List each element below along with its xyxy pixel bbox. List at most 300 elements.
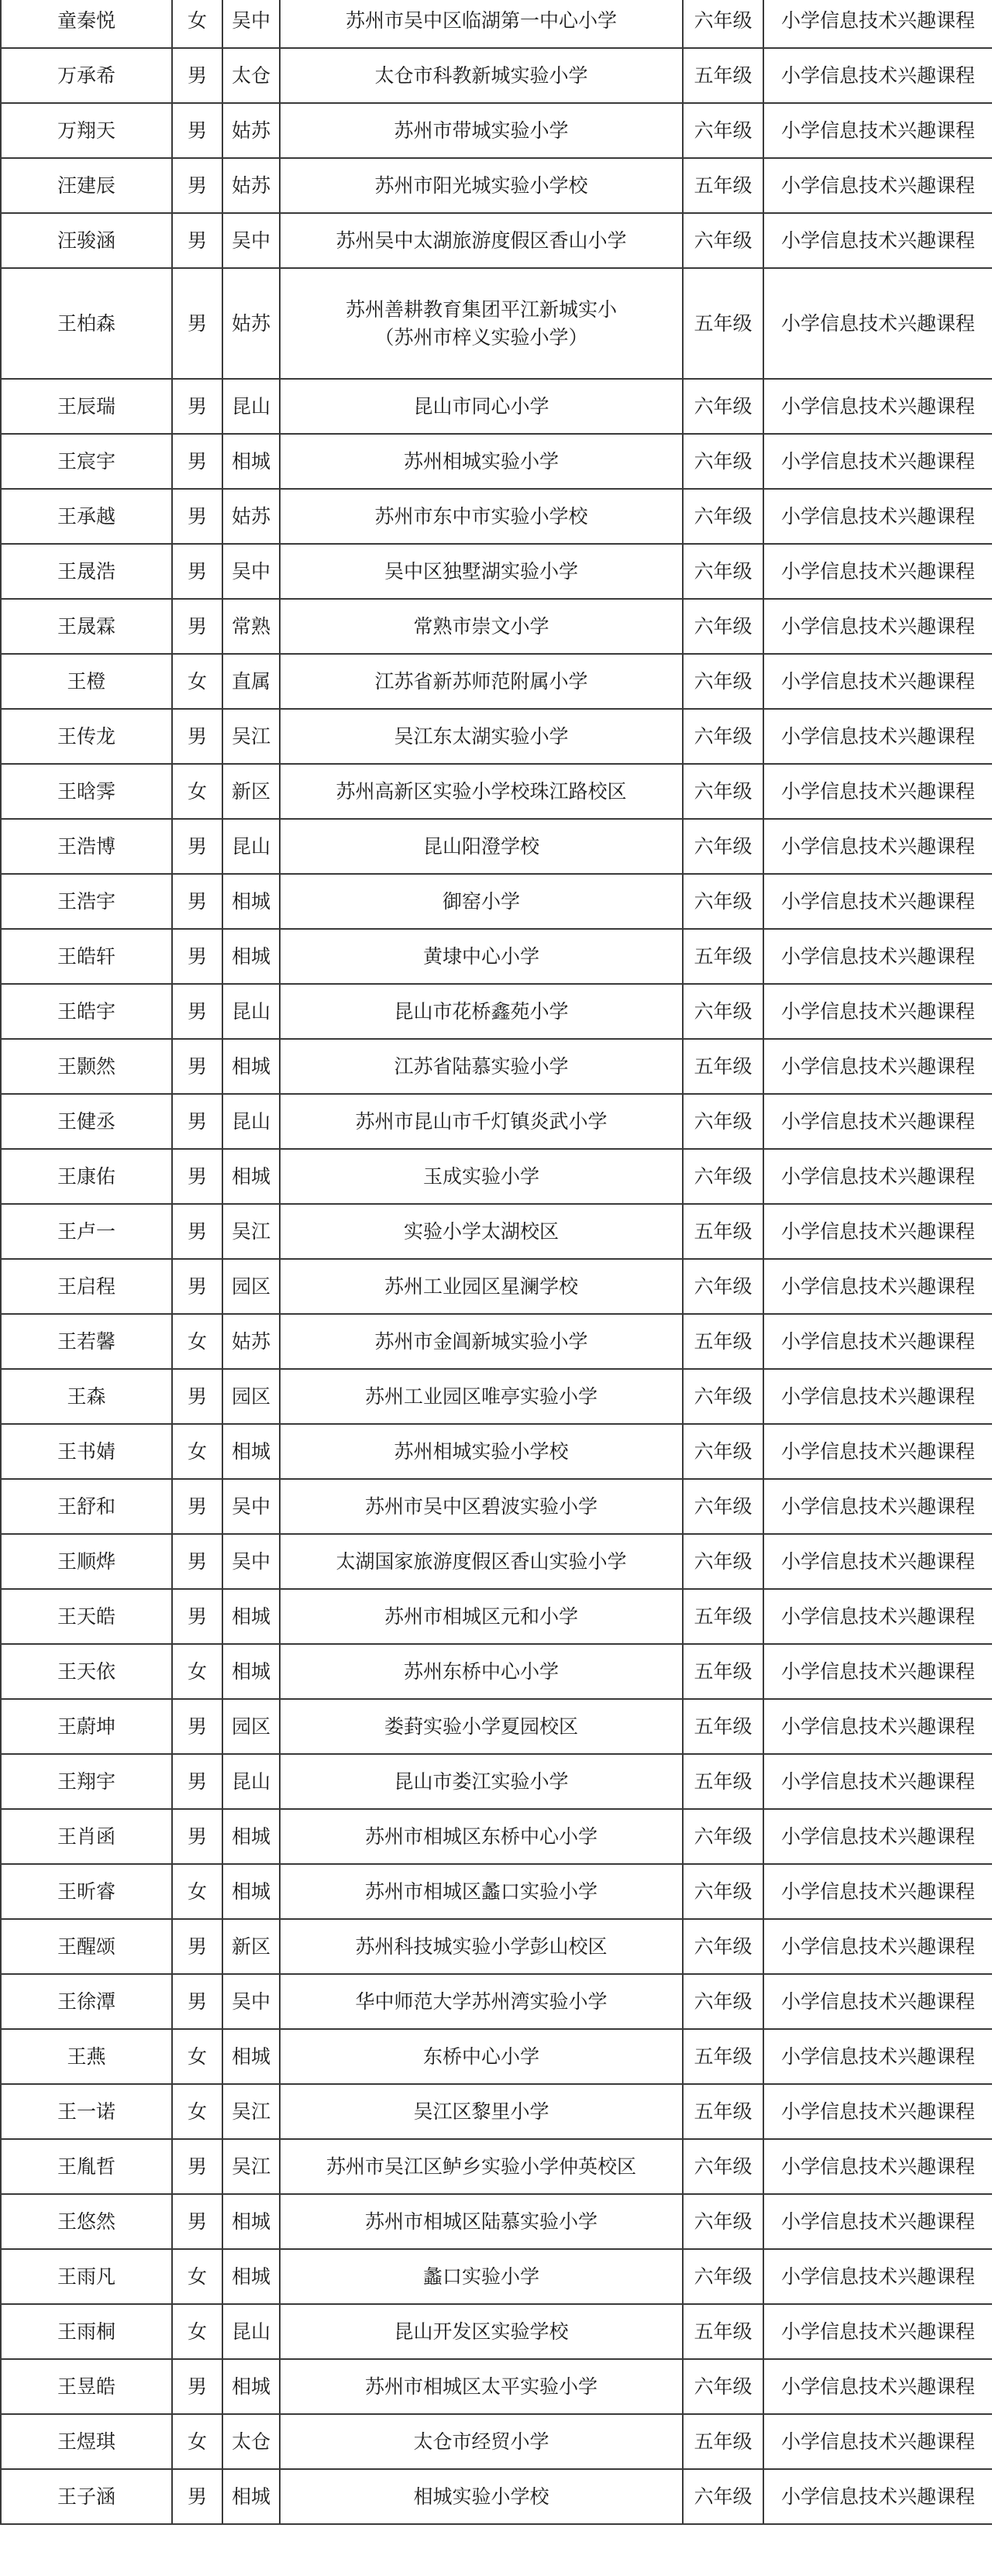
- table-row: [1, 0, 992, 48]
- table-row: [1, 1699, 992, 1754]
- school-cell: 苏州市相城区陆慕实验小学: [280, 2194, 683, 2249]
- student-name-cell: 王胤哲: [1, 2139, 172, 2194]
- gender-cell: 男: [172, 434, 222, 489]
- district-cell: 吴中: [222, 1974, 280, 2029]
- student-name-cell: 王承越: [1, 489, 172, 544]
- district-cell: 吴中: [222, 213, 280, 268]
- district-cell: 相城: [222, 2194, 280, 2249]
- course-cell: 小学信息技术兴趣课程: [763, 929, 992, 984]
- course-cell: 小学信息技术兴趣课程: [763, 2194, 992, 2249]
- student-name-cell: 王橙: [1, 654, 172, 709]
- school-cell: 苏州市阳光城实验小学校: [280, 158, 683, 213]
- school-cell: 昆山市娄江实验小学: [280, 1754, 683, 1809]
- gender-cell: 男: [172, 1589, 222, 1644]
- gender-cell: 女: [172, 2029, 222, 2084]
- district-cell: 姑苏: [222, 1314, 280, 1369]
- school-cell: 昆山市同心小学: [280, 379, 683, 434]
- district-cell: 相城: [222, 434, 280, 489]
- course-cell: 小学信息技术兴趣课程: [763, 2249, 992, 2304]
- table-row: [1, 103, 992, 158]
- gender-cell: 男: [172, 1039, 222, 1094]
- gender-cell: 男: [172, 929, 222, 984]
- school-cell: 太仓市经贸小学: [280, 2414, 683, 2469]
- grade-cell: 五年级: [683, 2029, 763, 2084]
- district-cell: 吴江: [222, 1204, 280, 1259]
- district-cell: 相城: [222, 1644, 280, 1699]
- district-cell: 相城: [222, 1039, 280, 1094]
- table-row: [1, 1424, 992, 1479]
- student-name-cell: 王子涵: [1, 2469, 172, 2524]
- table-row: [1, 1204, 992, 1259]
- district-cell: 新区: [222, 764, 280, 819]
- grade-cell: 五年级: [683, 929, 763, 984]
- grade-cell: 六年级: [683, 1864, 763, 1919]
- school-cell: 蠡口实验小学: [280, 2249, 683, 2304]
- grade-cell: 六年级: [683, 379, 763, 434]
- table-row: [1, 2084, 992, 2139]
- student-name-cell: 汪骏涵: [1, 213, 172, 268]
- grade-cell: 五年级: [683, 158, 763, 213]
- student-name-cell: 王森: [1, 1369, 172, 1424]
- gender-cell: 女: [172, 1864, 222, 1919]
- course-cell: 小学信息技术兴趣课程: [763, 158, 992, 213]
- course-cell: 小学信息技术兴趣课程: [763, 1864, 992, 1919]
- course-cell: 小学信息技术兴趣课程: [763, 379, 992, 434]
- student-name-cell: 王肖函: [1, 1809, 172, 1864]
- student-name-cell: 王书婧: [1, 1424, 172, 1479]
- course-cell: 小学信息技术兴趣课程: [763, 764, 992, 819]
- gender-cell: 女: [172, 1644, 222, 1699]
- table-row: [1, 2359, 992, 2414]
- grade-cell: 六年级: [683, 1369, 763, 1424]
- school-cell: 吴江东太湖实验小学: [280, 709, 683, 764]
- school-cell: 苏州相城实验小学: [280, 434, 683, 489]
- course-cell: 小学信息技术兴趣课程: [763, 48, 992, 103]
- gender-cell: 女: [172, 1314, 222, 1369]
- course-cell: 小学信息技术兴趣课程: [763, 1644, 992, 1699]
- school-cell: 太湖国家旅游度假区香山实验小学: [280, 1534, 683, 1589]
- district-cell: 吴中: [222, 544, 280, 599]
- student-name-cell: 王晟霖: [1, 599, 172, 654]
- table-row: [1, 213, 992, 268]
- district-cell: 园区: [222, 1699, 280, 1754]
- student-name-cell: 王雨桐: [1, 2304, 172, 2359]
- school-cell: 苏州市昆山市千灯镇炎武小学: [280, 1094, 683, 1149]
- table-row: [1, 1974, 992, 2029]
- school-cell: [280, 268, 683, 379]
- student-name-cell: 王昱皓: [1, 2359, 172, 2414]
- school-cell: 昆山市花桥鑫苑小学: [280, 984, 683, 1039]
- grade-cell: 六年级: [683, 709, 763, 764]
- school-cell: 吴江区黎里小学: [280, 2084, 683, 2139]
- grade-cell: 五年级: [683, 268, 763, 379]
- student-name-cell: 万承希: [1, 48, 172, 103]
- table-row: [1, 1644, 992, 1699]
- student-name-cell: 王辰瑞: [1, 379, 172, 434]
- course-cell: 小学信息技术兴趣课程: [763, 1479, 992, 1534]
- gender-cell: 女: [172, 1424, 222, 1479]
- gender-cell: 女: [172, 2304, 222, 2359]
- grade-cell: 六年级: [683, 2249, 763, 2304]
- grade-cell: 六年级: [683, 213, 763, 268]
- gender-cell: 男: [172, 544, 222, 599]
- student-name-cell: 王宸宇: [1, 434, 172, 489]
- grade-cell: 六年级: [683, 489, 763, 544]
- course-cell: 小学信息技术兴趣课程: [763, 2469, 992, 2524]
- school-cell: 苏州吴中太湖旅游度假区香山小学: [280, 213, 683, 268]
- gender-cell: 男: [172, 1809, 222, 1864]
- district-cell: 吴江: [222, 2139, 280, 2194]
- grade-cell: 六年级: [683, 1424, 763, 1479]
- school-cell: 吴中区独墅湖实验小学: [280, 544, 683, 599]
- course-cell: 小学信息技术兴趣课程: [763, 709, 992, 764]
- district-cell: 吴中: [222, 1479, 280, 1534]
- district-cell: 吴中: [222, 0, 280, 48]
- student-name-cell: 王卢一: [1, 1204, 172, 1259]
- district-cell: 昆山: [222, 2304, 280, 2359]
- grade-cell: 六年级: [683, 434, 763, 489]
- district-cell: 相城: [222, 874, 280, 929]
- table-row: [1, 2194, 992, 2249]
- district-cell: 昆山: [222, 1094, 280, 1149]
- grade-cell: 六年级: [683, 1149, 763, 1204]
- district-cell: 姑苏: [222, 268, 280, 379]
- gender-cell: 男: [172, 1369, 222, 1424]
- gender-cell: 男: [172, 2359, 222, 2414]
- gender-cell: 男: [172, 2194, 222, 2249]
- gender-cell: 男: [172, 1149, 222, 1204]
- student-name-cell: 王康佑: [1, 1149, 172, 1204]
- table-row: [1, 819, 992, 874]
- gender-cell: 男: [172, 709, 222, 764]
- course-cell: 小学信息技术兴趣课程: [763, 2084, 992, 2139]
- district-cell: 相城: [222, 1424, 280, 1479]
- roster-body: [1, 0, 992, 2524]
- course-cell: 小学信息技术兴趣课程: [763, 1369, 992, 1424]
- grade-cell: 六年级: [683, 2469, 763, 2524]
- student-name-cell: 王柏森: [1, 268, 172, 379]
- grade-cell: 六年级: [683, 874, 763, 929]
- school-cell: 玉成实验小学: [280, 1149, 683, 1204]
- school-cell: 苏州东桥中心小学: [280, 1644, 683, 1699]
- grade-cell: 五年级: [683, 1644, 763, 1699]
- gender-cell: 女: [172, 654, 222, 709]
- course-cell: 小学信息技术兴趣课程: [763, 1259, 992, 1314]
- district-cell: 相城: [222, 2029, 280, 2084]
- course-cell: 小学信息技术兴趣课程: [763, 1754, 992, 1809]
- gender-cell: 男: [172, 1094, 222, 1149]
- grade-cell: 六年级: [683, 1534, 763, 1589]
- grade-cell: 六年级: [683, 1094, 763, 1149]
- table-row: [1, 158, 992, 213]
- table-row: [1, 1369, 992, 1424]
- district-cell: 昆山: [222, 379, 280, 434]
- district-cell: 相城: [222, 1149, 280, 1204]
- grade-cell: 六年级: [683, 984, 763, 1039]
- table-row: [1, 1864, 992, 1919]
- course-cell: 小学信息技术兴趣课程: [763, 2029, 992, 2084]
- student-name-cell: 王舒和: [1, 1479, 172, 1534]
- school-cell: 东桥中心小学: [280, 2029, 683, 2084]
- district-cell: 姑苏: [222, 103, 280, 158]
- course-cell: 小学信息技术兴趣课程: [763, 2359, 992, 2414]
- district-cell: 新区: [222, 1919, 280, 1974]
- table-row: [1, 984, 992, 1039]
- table-row: [1, 1919, 992, 1974]
- grade-cell: 六年级: [683, 599, 763, 654]
- course-cell: 小学信息技术兴趣课程: [763, 544, 992, 599]
- district-cell: 姑苏: [222, 158, 280, 213]
- school-line: 苏州善耕教育集团平江新城实小: [345, 297, 617, 321]
- student-name-cell: 王健丞: [1, 1094, 172, 1149]
- course-cell: 小学信息技术兴趣课程: [763, 1589, 992, 1644]
- grade-cell: 六年级: [683, 819, 763, 874]
- school-cell: 昆山开发区实验学校: [280, 2304, 683, 2359]
- gender-cell: 男: [172, 819, 222, 874]
- grade-cell: 六年级: [683, 0, 763, 48]
- table-row: [1, 1314, 992, 1369]
- school-cell: 昆山阳澄学校: [280, 819, 683, 874]
- table-row: [1, 489, 992, 544]
- table-row: [1, 268, 992, 379]
- course-cell: 小学信息技术兴趣课程: [763, 1039, 992, 1094]
- student-name-cell: 王若馨: [1, 1314, 172, 1369]
- student-name-cell: 王颢然: [1, 1039, 172, 1094]
- course-cell: 小学信息技术兴趣课程: [763, 874, 992, 929]
- gender-cell: 男: [172, 489, 222, 544]
- school-cell: 苏州工业园区星澜学校: [280, 1259, 683, 1314]
- table-row: [1, 1809, 992, 1864]
- school-cell: 苏州市金阊新城实验小学: [280, 1314, 683, 1369]
- student-name-cell: 王晟浩: [1, 544, 172, 599]
- school-cell: 苏州市相城区东桥中心小学: [280, 1809, 683, 1864]
- student-name-cell: 王传龙: [1, 709, 172, 764]
- school-cell: 苏州市相城区元和小学: [280, 1589, 683, 1644]
- school-cell: 江苏省陆慕实验小学: [280, 1039, 683, 1094]
- student-name-cell: 王昕睿: [1, 1864, 172, 1919]
- grade-cell: 六年级: [683, 764, 763, 819]
- course-cell: 小学信息技术兴趣课程: [763, 819, 992, 874]
- district-cell: 相城: [222, 2359, 280, 2414]
- grade-cell: 六年级: [683, 1974, 763, 2029]
- gender-cell: 男: [172, 1479, 222, 1534]
- school-cell: 苏州科技城实验小学彭山校区: [280, 1919, 683, 1974]
- student-name-cell: 王浩宇: [1, 874, 172, 929]
- district-cell: 昆山: [222, 819, 280, 874]
- student-name-cell: 王徐潭: [1, 1974, 172, 2029]
- grade-cell: 五年级: [683, 48, 763, 103]
- gender-cell: 男: [172, 2139, 222, 2194]
- student-name-cell: 王蔚坤: [1, 1699, 172, 1754]
- table-row: [1, 2249, 992, 2304]
- gender-cell: 男: [172, 1534, 222, 1589]
- district-cell: 吴江: [222, 709, 280, 764]
- district-cell: 相城: [222, 929, 280, 984]
- district-cell: 园区: [222, 1369, 280, 1424]
- grade-cell: 六年级: [683, 103, 763, 158]
- course-cell: 小学信息技术兴趣课程: [763, 984, 992, 1039]
- school-cell: 太仓市科教新城实验小学: [280, 48, 683, 103]
- gender-cell: 女: [172, 2414, 222, 2469]
- table-row: [1, 2414, 992, 2469]
- district-cell: 太仓: [222, 48, 280, 103]
- school-cell: 江苏省新苏师范附属小学: [280, 654, 683, 709]
- course-cell: 小学信息技术兴趣课程: [763, 1699, 992, 1754]
- student-name-cell: 王雨凡: [1, 2249, 172, 2304]
- school-cell: 黄埭中心小学: [280, 929, 683, 984]
- grade-cell: 五年级: [683, 2304, 763, 2359]
- district-cell: 相城: [222, 1809, 280, 1864]
- table-row: [1, 1259, 992, 1314]
- district-cell: 吴江: [222, 2084, 280, 2139]
- school-cell: 苏州工业园区唯亭实验小学: [280, 1369, 683, 1424]
- district-cell: 相城: [222, 1589, 280, 1644]
- grade-cell: 五年级: [683, 1039, 763, 1094]
- course-cell: 小学信息技术兴趣课程: [763, 654, 992, 709]
- school-cell: 苏州市带城实验小学: [280, 103, 683, 158]
- grade-cell: 五年级: [683, 1314, 763, 1369]
- table-row: [1, 379, 992, 434]
- course-cell: 小学信息技术兴趣课程: [763, 1424, 992, 1479]
- district-cell: 直属: [222, 654, 280, 709]
- district-cell: 太仓: [222, 2414, 280, 2469]
- student-name-cell: 王顺烨: [1, 1534, 172, 1589]
- course-cell: 小学信息技术兴趣课程: [763, 213, 992, 268]
- school-cell: 苏州市吴中区临湖第一中心小学: [280, 0, 683, 48]
- school-cell: 御窑小学: [280, 874, 683, 929]
- course-cell: 小学信息技术兴趣课程: [763, 2139, 992, 2194]
- grade-cell: 五年级: [683, 1754, 763, 1809]
- district-cell: 园区: [222, 1259, 280, 1314]
- grade-cell: 五年级: [683, 2414, 763, 2469]
- student-name-cell: 王浩博: [1, 819, 172, 874]
- grade-cell: 六年级: [683, 654, 763, 709]
- table-row: [1, 1149, 992, 1204]
- school-cell: 苏州市吴江区鲈乡实验小学仲英校区: [280, 2139, 683, 2194]
- gender-cell: 男: [172, 1204, 222, 1259]
- course-cell: 小学信息技术兴趣课程: [763, 1094, 992, 1149]
- district-cell: 昆山: [222, 984, 280, 1039]
- school-cell: 苏州市吴中区碧波实验小学: [280, 1479, 683, 1534]
- course-cell: 小学信息技术兴趣课程: [763, 1534, 992, 1589]
- school-cell: 娄葑实验小学夏园校区: [280, 1699, 683, 1754]
- grade-cell: 五年级: [683, 1589, 763, 1644]
- course-cell: 小学信息技术兴趣课程: [763, 489, 992, 544]
- student-name-cell: 王燕: [1, 2029, 172, 2084]
- district-cell: 常熟: [222, 599, 280, 654]
- grade-cell: 六年级: [683, 2194, 763, 2249]
- course-cell: 小学信息技术兴趣课程: [763, 1919, 992, 1974]
- table-row: [1, 929, 992, 984]
- table-row: [1, 1479, 992, 1534]
- gender-cell: 男: [172, 158, 222, 213]
- course-cell: 小学信息技术兴趣课程: [763, 2304, 992, 2359]
- student-name-cell: 王皓宇: [1, 984, 172, 1039]
- table-row: [1, 2029, 992, 2084]
- student-name-cell: 童秦悦: [1, 0, 172, 48]
- course-cell: 小学信息技术兴趣课程: [763, 0, 992, 48]
- school-cell: 相城实验小学校: [280, 2469, 683, 2524]
- school-cell: 常熟市崇文小学: [280, 599, 683, 654]
- district-cell: 吴中: [222, 1534, 280, 1589]
- table-row: [1, 599, 992, 654]
- grade-cell: 五年级: [683, 1204, 763, 1259]
- gender-cell: 男: [172, 103, 222, 158]
- table-row: [1, 874, 992, 929]
- course-cell: 小学信息技术兴趣课程: [763, 268, 992, 379]
- course-cell: 小学信息技术兴趣课程: [763, 1149, 992, 1204]
- grade-cell: 六年级: [683, 2139, 763, 2194]
- table-row: [1, 1589, 992, 1644]
- table-row: [1, 48, 992, 103]
- school-cell: 苏州市相城区蠡口实验小学: [280, 1864, 683, 1919]
- grade-cell: 六年级: [683, 1479, 763, 1534]
- table-row: [1, 2139, 992, 2194]
- table-row: [1, 434, 992, 489]
- course-cell: 小学信息技术兴趣课程: [763, 599, 992, 654]
- gender-cell: 男: [172, 1974, 222, 2029]
- school-cell: 苏州市东中市实验小学校: [280, 489, 683, 544]
- course-cell: 小学信息技术兴趣课程: [763, 103, 992, 158]
- grade-cell: 六年级: [683, 1809, 763, 1864]
- table-row: [1, 544, 992, 599]
- gender-cell: 女: [172, 0, 222, 48]
- gender-cell: 男: [172, 1919, 222, 1974]
- student-name-cell: 王天依: [1, 1644, 172, 1699]
- gender-cell: 男: [172, 48, 222, 103]
- gender-cell: 男: [172, 984, 222, 1039]
- gender-cell: 女: [172, 764, 222, 819]
- student-name-cell: 王皓轩: [1, 929, 172, 984]
- grade-cell: 六年级: [683, 544, 763, 599]
- course-cell: 小学信息技术兴趣课程: [763, 1314, 992, 1369]
- student-name-cell: 王启程: [1, 1259, 172, 1314]
- gender-cell: 男: [172, 2469, 222, 2524]
- school-line: （苏州市梓义实验小学）: [374, 325, 588, 349]
- school-cell: 华中师范大学苏州湾实验小学: [280, 1974, 683, 2029]
- school-cell: 实验小学太湖校区: [280, 1204, 683, 1259]
- gender-cell: 男: [172, 213, 222, 268]
- table-row: [1, 2304, 992, 2359]
- table-row: [1, 1754, 992, 1809]
- gender-cell: 男: [172, 379, 222, 434]
- school-cell: 苏州相城实验小学校: [280, 1424, 683, 1479]
- gender-cell: 男: [172, 268, 222, 379]
- student-name-cell: 王晗霁: [1, 764, 172, 819]
- student-name-cell: 王悠然: [1, 2194, 172, 2249]
- table-row: [1, 1094, 992, 1149]
- school-cell: 苏州市相城区太平实验小学: [280, 2359, 683, 2414]
- district-cell: 相城: [222, 1864, 280, 1919]
- student-name-cell: 王醒颂: [1, 1919, 172, 1974]
- district-cell: 昆山: [222, 1754, 280, 1809]
- student-name-cell: 王煜琪: [1, 2414, 172, 2469]
- district-cell: 姑苏: [222, 489, 280, 544]
- table-row: [1, 1039, 992, 1094]
- grade-cell: 五年级: [683, 1699, 763, 1754]
- table-row: [1, 764, 992, 819]
- gender-cell: 男: [172, 1259, 222, 1314]
- grade-cell: 六年级: [683, 1919, 763, 1974]
- grade-cell: 六年级: [683, 2359, 763, 2414]
- student-name-cell: 王翔宇: [1, 1754, 172, 1809]
- gender-cell: 女: [172, 2249, 222, 2304]
- course-cell: 小学信息技术兴趣课程: [763, 434, 992, 489]
- district-cell: 相城: [222, 2249, 280, 2304]
- table-row: [1, 1534, 992, 1589]
- student-name-cell: 王天皓: [1, 1589, 172, 1644]
- grade-cell: 五年级: [683, 2084, 763, 2139]
